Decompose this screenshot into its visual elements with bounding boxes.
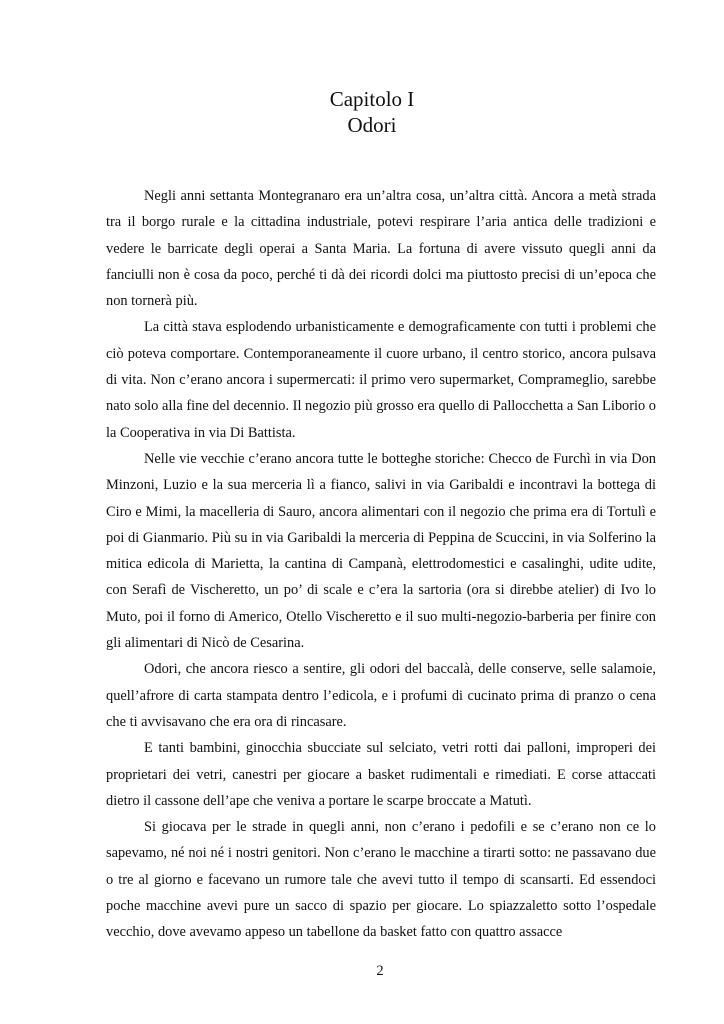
paragraph: Odori, che ancora riesco a sentire, gli odori del baccalà, delle conserve, selle salamoie, quell’afrore di carta stampata dentro l’edicola, e i profumi di cucinato prima di pranzo o cena che ti avvisavano che era ora di rincasare. <box>106 661 656 730</box>
paragraph: La città stava esplodendo urbanisticamente e demograficamente con tutti i problemi che ciò poteva comportare. Contemporaneamente il cuore urbano, il centro storico, ancora pulsava di vita. Non c’erano ancora i supermercati: il primo vero supermarket, Comprameglio, sarebbe nato solo alla fine del decennio. Il negozio più grosso era quello di Pallocchetta a San Liborio o la Cooperativa in via Di Battista. <box>106 319 656 441</box>
chapter-number: Capitolo I <box>329 87 415 111</box>
chapter-heading <box>0 86 724 138</box>
chapter-title: Odori <box>347 113 397 137</box>
page-number: 2 <box>376 963 384 979</box>
paragraph: Negli anni settanta Montegranaro era un’altra cosa, un’altra città. Ancora a metà strada tra il borgo rurale e la cittadina industriale, potevi respirare l’aria antica delle tradizioni e vedere le barricate degli operai a Santa Maria. La fortuna di avere vissuto quegli anni da fanciulli non è cosa da poco, perché ti dà dei ricordi dolci ma piuttosto precisi di un’epoca che non tornerà più. <box>106 188 656 310</box>
paragraph: Nelle vie vecchie c’erano ancora tutte le botteghe storiche: Checco de Furchì in via Don Minzoni, Luzio e la sua merceria lì a fianco, salivi in via Garibaldi e incontravi la bottega di Ciro e Mimi, la macelleria di Sauro, ancora alimentari con il negozio che prima era di Tortulì e poi di Gianmario. Più su in via Garibaldi la merceria di Peppina de Scuccini, in via Solferino la mitica edicola di Marietta, la cantina di Campanà, elettrodomestici e casalinghi, udite udite, con Serafì de Vischeretto, un po’ di scale e c’era la sartoria (ora si direbbe atelier) di Ivo lo Muto, poi il forno di Americo, Otello Vischeretto e il suo multi-negozio-barberia per finire con gli alimentari di Nicò de Cesarina. <box>106 450 656 652</box>
chapter-body <box>106 183 656 946</box>
paragraph: E tanti bambini, ginocchia sbucciate sul selciato, vetri rotti dai palloni, improperi dei proprietari dei vetri, canestri per giocare a basket rudimentali e rimediati. E corse attaccati dietro il cassone dell’ape che veniva a portare le scarpe broccate a Matutì. <box>106 740 656 809</box>
paragraph: Si giocava per le strade in quegli anni, non c’erano i pedofili e se c’erano non ce lo sapevamo, né noi né i nostri genitori. Non c’erano le macchine a tirarti sotto: ne passavano due o tre al giorno e facevano un rumore tale che avevi tutto il tempo di scansarti. Ed essendoci poche macchine avevi pure un sacco di spazio per giocare. Lo spiazzaletto sotto l’ospedale vecchio, dove avevamo appeso un tabellone da basket fatto con quattro assacce <box>106 819 656 941</box>
